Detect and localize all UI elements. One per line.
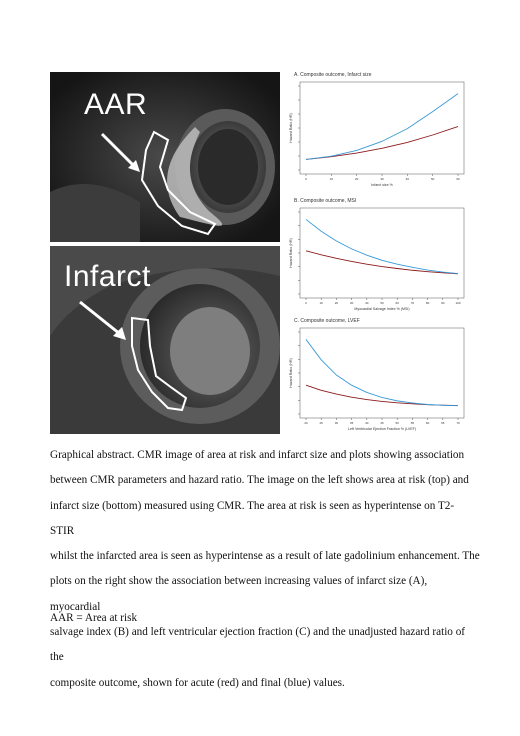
abbreviation-note: AAR = Area at risk	[50, 612, 138, 624]
mri-image-infarct	[50, 246, 280, 434]
x-tick-label: 80	[425, 301, 430, 305]
x-tick-label: 60	[395, 301, 399, 305]
x-tick-label: 40	[405, 177, 410, 181]
chart-panel-b	[286, 198, 470, 314]
series-line-red	[306, 251, 458, 274]
x-axis-label: Left Ventricular Ejection Fraction % (LVEF)	[347, 427, 417, 431]
x-tick-label: 70	[456, 421, 460, 425]
x-tick-label: 55	[410, 421, 415, 425]
series-line-red	[306, 127, 458, 160]
graphical-abstract-figure	[50, 72, 470, 434]
caption-line: infarct size (bottom) measured using CMR. The area at risk is seen as hyperintense on T2- STIR	[50, 499, 455, 537]
x-tick-label: 0	[305, 301, 307, 305]
plot-frame	[300, 328, 464, 418]
caption-line: salvage index (B) and left ventricular ejection fraction (C) and the unadjusted hazard ratio of the	[50, 626, 466, 664]
series-line-red	[306, 385, 458, 405]
x-tick-label: 70	[410, 301, 415, 305]
x-tick-label: 100	[455, 301, 461, 305]
x-tick-label: 90	[441, 301, 445, 305]
chart-svg-a	[286, 72, 470, 190]
chart-title: B. Composite outcome, MSI	[294, 198, 357, 204]
x-tick-label: 10	[329, 177, 334, 181]
series-line-blue	[306, 219, 458, 273]
caption-line: plots on the right show the association between increasing values of infarct size (A), myocardial	[50, 575, 428, 613]
x-tick-label: 20	[354, 177, 359, 181]
x-tick-label: 30	[334, 421, 339, 425]
x-tick-label: 50	[380, 301, 384, 305]
series-line-blue	[306, 339, 458, 405]
plot-frame	[300, 82, 464, 174]
x-tick-label: 40	[365, 301, 369, 305]
x-axis-label: Myocardial Salvage Index % (MSI)	[354, 307, 410, 311]
y-axis-label: Hazard Ratio (HR)	[289, 358, 293, 388]
caption-line: Graphical abstract. CMR image of area at risk and infarct size and plots showing association	[50, 449, 465, 461]
aar-label: AAR	[84, 88, 148, 121]
caption-line: between CMR parameters and hazard ratio. The image on the left shows area at risk (top) and	[50, 474, 469, 487]
y-axis-label: Hazard Ratio (HR)	[289, 238, 293, 268]
chart-svg-b	[286, 198, 470, 314]
x-tick-label: 25	[319, 421, 323, 425]
infarct-label: Infarct	[64, 260, 151, 293]
x-tick-label: 0	[305, 177, 307, 181]
series-line-blue	[306, 94, 458, 160]
chart-title: A. Composite outcome, Infarct size	[294, 72, 372, 78]
x-tick-label: 30	[349, 301, 354, 305]
x-tick-label: 45	[380, 421, 384, 425]
chart-svg-c	[286, 318, 470, 434]
chart-title: C. Composite outcome, LVEF	[294, 318, 360, 324]
x-axis-label: Infarct size %	[371, 183, 393, 187]
x-tick-label: 20	[304, 421, 308, 425]
x-tick-label: 10	[319, 301, 323, 305]
x-tick-label: 65	[441, 421, 445, 425]
mri-image-aar	[50, 72, 280, 242]
x-tick-label: 30	[380, 177, 384, 181]
chart-panel-a	[286, 72, 470, 190]
x-tick-label: 60	[456, 177, 460, 181]
x-tick-label: 50	[430, 177, 435, 181]
plot-frame	[300, 208, 464, 298]
x-tick-label: 50	[395, 421, 399, 425]
figure-caption	[50, 443, 480, 696]
x-tick-label: 20	[334, 301, 339, 305]
caption-line: whilst the infarcted area is seen as hyperintense as a result of late gadolinium enhancement. The	[50, 550, 480, 563]
chart-panel-c	[286, 318, 470, 434]
caption-line: composite outcome, shown for acute (red) and final (blue) values.	[50, 676, 345, 689]
x-tick-label: 35	[349, 421, 354, 425]
x-tick-label: 40	[365, 421, 369, 425]
y-axis-label: Hazard Ratio (HR)	[289, 113, 293, 143]
x-tick-label: 60	[425, 421, 430, 425]
